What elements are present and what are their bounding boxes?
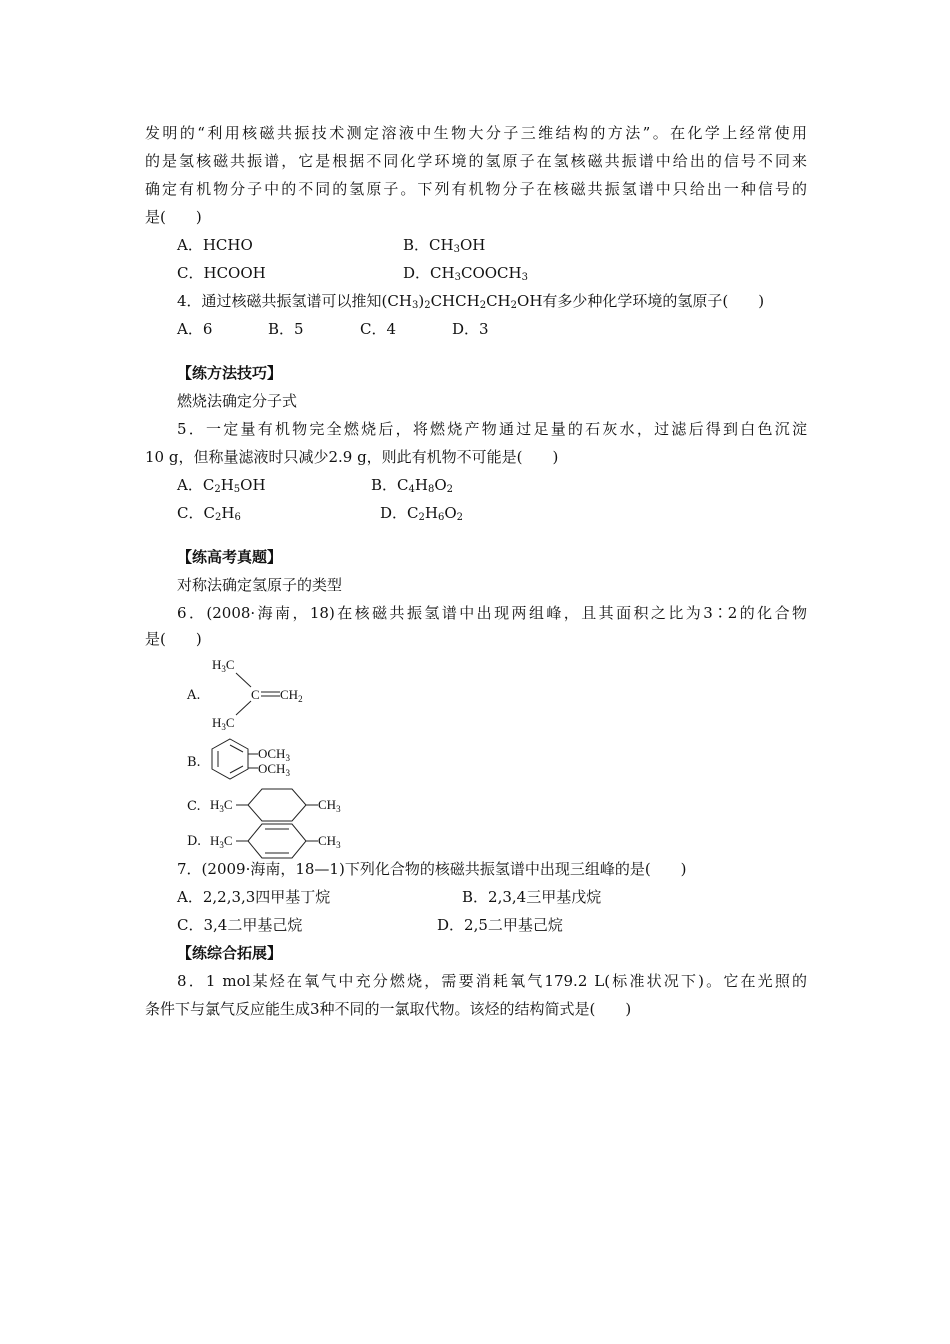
section-subtitle-combustion: 燃烧法确定分子式 <box>177 392 298 410</box>
q8-line-2: 条件下与氯气反应能生成3种不同的一氯取代物。该烃的结构简式是( ) <box>145 1000 632 1018</box>
q4-option-a: A．6 <box>177 320 213 338</box>
q7-option-a: A．2,2,3,3四甲基丁烷 <box>177 888 331 906</box>
q3-option-a: A．HCHO <box>177 236 253 254</box>
struct-d-right-methyl: $CH_3$ <box>318 833 341 850</box>
q6-option-b-label: B. <box>187 755 201 770</box>
q3-option-b: B．$CH_3OH$ <box>403 236 486 255</box>
struct-a-top-methyl: $H_3C$ <box>212 657 235 674</box>
q8-line-1: 8．1 mol某烃在氧气中充分燃烧，需要消耗氧气179.2 L(标准状况下)。它在光照的 <box>177 972 807 990</box>
q5-line-2: 10 g，但称量滤液时只减少2.9 g，则此有机物不可能是( ) <box>145 448 559 466</box>
struct-c-right-methyl: $CH_3$ <box>318 797 341 814</box>
intro-line-3: 确定有机物分子中的不同的氢原子。下列有机物分子在核磁共振氢谱中只给出一种信号的 <box>145 180 807 198</box>
q5-line-1: 5．一定量有机物完全燃烧后，将燃烧产物通过足量的石灰水，过滤后得到白色沉淀 <box>177 420 807 438</box>
struct-d-left-methyl: $H_3C$ <box>210 833 233 850</box>
struct-a-center-carbon: C <box>251 687 260 702</box>
q4-option-d: D．3 <box>452 320 489 338</box>
struct-c-left-methyl: $H_3C$ <box>210 797 233 814</box>
q6-line-2: 是( ) <box>145 630 202 648</box>
q3-option-d: D．$CH_3COOCH_3$ <box>403 264 528 283</box>
struct-a-bond-bottom <box>236 701 251 715</box>
structure-a <box>210 655 320 739</box>
section-title-comprehensive: 【练综合拓展】 <box>177 944 283 962</box>
structure-b <box>210 737 320 791</box>
q5-option-c: C．$C_2H_6$ <box>177 504 241 523</box>
q7-option-c: C．3,4二甲基己烷 <box>177 916 303 934</box>
q6-option-d-label: D. <box>187 834 202 849</box>
q6-option-c-label: C. <box>187 799 201 814</box>
q6-line-1: 6．(2008·海南，18)在核磁共振氢谱中出现两组峰，且其面积之比为3∶2的化合物 <box>177 604 807 622</box>
q7-option-b: B．2,3,4三甲基戊烷 <box>462 888 602 906</box>
struct-a-methylene: $CH_2$ <box>280 687 303 704</box>
cyclohexane-ring-c <box>248 789 306 821</box>
section-title-exam: 【练高考真题】 <box>177 548 283 566</box>
intro-line-2: 的是氢核磁共振谱，它是根据不同化学环境的氢原子在氢核磁共振谱中给出的信号不同来 <box>145 152 807 170</box>
q3-option-c: C．HCOOH <box>177 264 266 282</box>
intro-line-1: 发明的“利用核磁共振技术测定溶液中生物大分子三维结构的方法”。在化学上经常使用 <box>145 124 807 142</box>
struct-a-bottom-methyl: $H_3C$ <box>212 715 235 732</box>
struct-b-methoxy-1: $OCH_3$ <box>258 746 290 763</box>
q4-option-b: B．5 <box>268 320 304 338</box>
q4-option-c: C．4 <box>360 320 397 338</box>
q5-option-a: A．$C_2H_5OH$ <box>177 476 266 495</box>
section-subtitle-symmetry: 对称法确定氢原子的类型 <box>177 576 343 594</box>
q7-question: 7．(2009·海南，18—1)下列化合物的核磁共振氢谱中出现三组峰的是( ) <box>177 860 687 878</box>
struct-b-methoxy-2: $OCH_3$ <box>258 761 290 778</box>
q7-option-d: D．2,5二甲基己烷 <box>437 916 563 934</box>
struct-a-bond-top <box>236 673 251 687</box>
q5-option-b: B．$C_4H_8O_2$ <box>371 476 454 495</box>
q6-option-a-label: A. <box>187 688 201 703</box>
q4-question: 4．通过核磁共振氢谱可以推知$(CH_3)_2CHCH_2CH_2OH$有多少种化学环境的氢原子( ) <box>177 292 765 311</box>
q5-option-d: D．$C_2H_6O_2$ <box>380 504 464 523</box>
section-title-method: 【练方法技巧】 <box>177 364 283 382</box>
intro-line-4: 是( ) <box>145 208 202 226</box>
